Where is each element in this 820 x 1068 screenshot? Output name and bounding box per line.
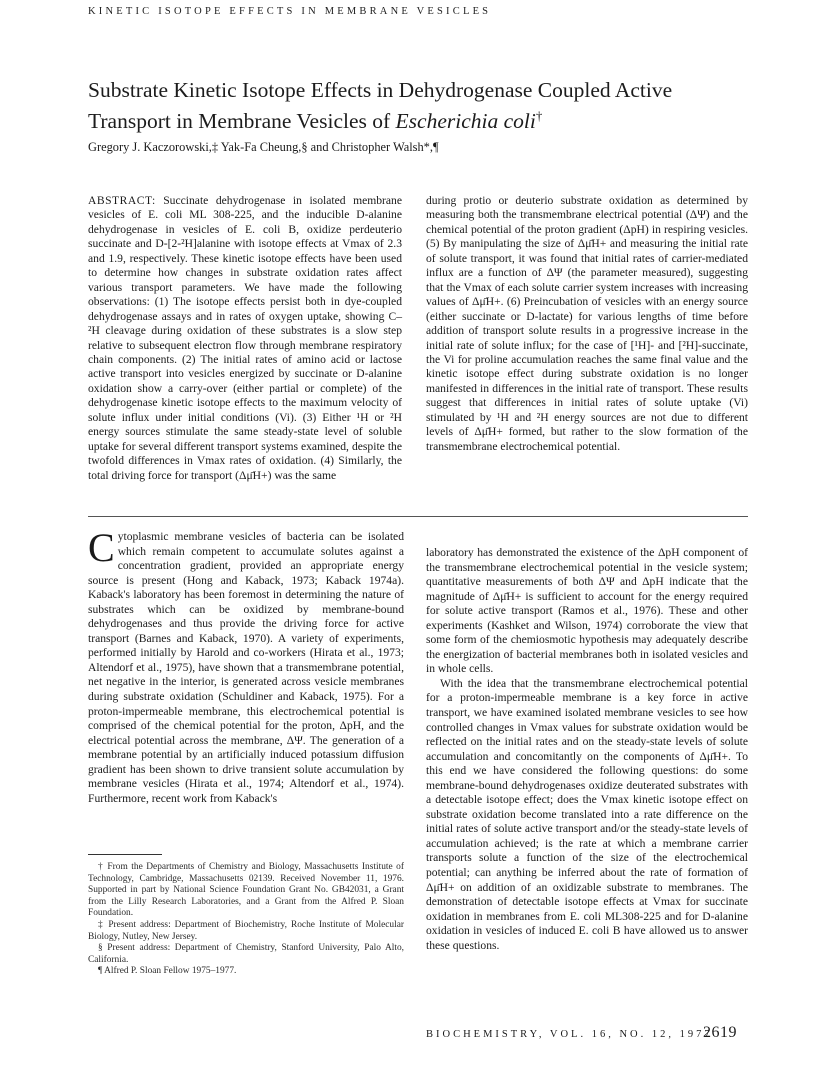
page-number: 2619 [703, 1024, 737, 1041]
abstract-right-column: during protio or deuterio substrate oxidation as determined by measuring both the transmembrane electrical potential (ΔΨ) and the chemical potential of the proton gradient (ΔpH) in respiring vesicles. (5) By manipulating the size of Δμ̄H+ and measuring the initial rate of solute transport, it was found that initial rates of carrier-mediated influx are a function of ΔΨ (the parameter measured), suggesting that the Vmax of each solute carrier system increases with increasing values of Δμ̄H+. (6) Preincubation of vesicles with an energy source (either succinate or D-lactate) for various lengths of time before addition of transport solute results in a progressive increase in the initial rate of solute influx; for the case of [¹H]- and [²H]-succinate, the Vi for proline accumulation reaches the same final value and the kinetic isotope effect during substrate oxidation is no longer manifested in differences in the initial rate of transport. These results suggest that differences in initial rates of solute uptake (Vi) stimulated by ¹H and ²H energy sources are not due to different levels of Δμ̄H+ formed, but rather to the slow formation of the transmembrane electrochemical potential. [426, 194, 748, 453]
title-line-2-text: Transport in Membrane Vesicles of [88, 109, 396, 134]
drop-cap: C [88, 525, 115, 570]
body-right-paragraph-1: laboratory has demonstrated the existence of the ΔpH component of the transmembrane electrochemical potential in the vesicle system; quantitative measurements of both ΔΨ and ΔpH indicate that the magnitude of Δμ̄H+ is sufficient to account for the energy required for solute active transport (Ramos et al., 1976). These and other experiments (Kashket and Wilson, 1974) corroborate the view that some form of the chemiosmotic hypothesis may adequately describe the energization of bacterial membranes both in isolated vesicles and in whole cells. [426, 546, 748, 676]
section-divider [88, 516, 748, 517]
article-title [88, 78, 748, 134]
title-footnote-mark: † [535, 108, 543, 123]
footnotes [88, 862, 404, 978]
body-left-column [88, 525, 404, 806]
body-right-paragraph-2: With the idea that the transmembrane electrochemical potential for a proton-impermeable membrane is a key force in active transport, we have examined isolated membrane vesicles to see how controlled changes in Vmax values for substrate oxidation would be reflected on the initial rates and on the steady-state levels of solute accumulation and concomitantly on the components of Δμ̄H+. To this end we have considered the following questions: do some membrane-bound dehydrogenases oxidize deuterated substrates with a detectable isotope effect; does the Vmax kinetic isotope effect on substrate oxidation become translated into a rate difference on the initial rates of solute active transport and/or the steady-state levels of accumulation achieved; is the rate at which a membrane carrier transports solute a function of the size of the electrochemical potential; can anything be inferred about the rate of formation of Δμ̄H+ on addition of an oxidizable substrate to membranes. The demonstration of detectable isotope effects at Vmax for succinate oxidation in membranes from E. coli ML308-225 and for D-alanine oxidation in vesicles of induced E. coli B have allowed us to answer these questions. [426, 676, 748, 952]
title-line-1: Substrate Kinetic Isotope Effects in Dehydrogenase Coupled Active [88, 78, 673, 102]
footnote: ‡ Present address: Department of Biochemistry, Roche Institute of Molecular Biology, Nutley, New Jersey. [88, 919, 404, 942]
author-list: Gregory J. Kaczorowski,‡ Yak-Fa Cheung,§ and Christopher Walsh*,¶ [88, 140, 439, 154]
footnote-divider [88, 854, 162, 855]
body-left-text: ytoplasmic membrane vesicles of bacteria can be isolated which remain competent to accumulate solutes against a concentration gradient, provided an appropriate energy source is present (Hong and Kaback, 1973; Kaback 1974a). Kaback's laboratory has been foremost in determining the nature of substrates which can be oxidized by membrane-bound dehydrogenases and thus provide the driving force for active transport (Barnes and Kaback, 1970). A variety of experiments, performed initially by Harold and co-workers (Hirata et al., 1973; Altendorf et al., 1975), have shown that a transmembrane potential, net negative in the interior, is generated across vesicle membranes during substrate oxidation (Schuldiner and Kaback, 1975). For a proton-impermeable membrane, this electrochemical potential is comprised of the chemical potential for the proton, ΔpH, and the electrical potential across the membrane, ΔΨ. The generation of a membrane potential by an artificially induced potassium diffusion gradient has been shown to drive transient solute accumulation by membrane vesicles (Hirata et al., 1974; Altendorf et al., 1974). Furthermore, recent work from Kaback's [88, 530, 404, 805]
abstract-label: ABSTRACT: [88, 194, 156, 207]
footnote: ¶ Alfred P. Sloan Fellow 1975–1977. [98, 966, 237, 977]
footnote: § Present address: Department of Chemistry, Stanford University, Palo Alto, California. [88, 943, 404, 965]
abstract-left-column [88, 194, 402, 483]
abstract-text-left: Succinate dehydrogenase in isolated membrane vesicles of E. coli ML 308-225, and the inducible D-alanine dehydrogenase in vesicles of E. coli B, oxidize perdeuterio succinate and D-[2-²H]alanine with isotope effects at Vmax of 2.3 and 1.9, respectively. These kinetic isotope effects have been used to determine how changes in substrate oxidation rates affect various transport parameters. We have made the following observations: (1) The isotope effects persist both in dye-coupled dehydrogenase assays and in rates of oxygen uptake, showing C–²H cleavage during oxidation of these substrates is a slow step relative to subsequent electron flow through membrane respiratory chain components. (2) The initial rates of amino acid or lactose active transport into vesicles energized by succinate or D-alanine oxidation show a carry-over (either partial or complete) of the dehydrogenase kinetic isotope effects to the maximum velocity of solute influx under initial conditions (Vi). (3) Either ¹H or ²H energy sources stimulate the same steady-state level of soluble uptake for several different transport systems examined, despite the twofold differences in Vmax rates of oxidation. (4) Similarly, the total driving force for transport (Δμ̄H+) was the same [88, 194, 402, 482]
footnote: † From the Departments of Chemistry and Biology, Massachusetts Institute of Technology, Cambridge, Massachusetts 02139. Received November 11, 1976. Supported in part by National Science Foundation Grant No. GB42031, a Grant from the Lilly Research Laboratories, and a Grant from the Alfred P. Sloan Foundation. [88, 862, 404, 919]
body-right-column [426, 546, 748, 953]
running-head: KINETIC ISOTOPE EFFECTS IN MEMBRANE VESICLES [88, 6, 492, 17]
title-organism: Escherichia coli [395, 109, 536, 134]
journal-citation: BIOCHEMISTRY, VOL. 16, NO. 12, 1977 [426, 1029, 713, 1040]
title-line-2 [88, 103, 748, 134]
